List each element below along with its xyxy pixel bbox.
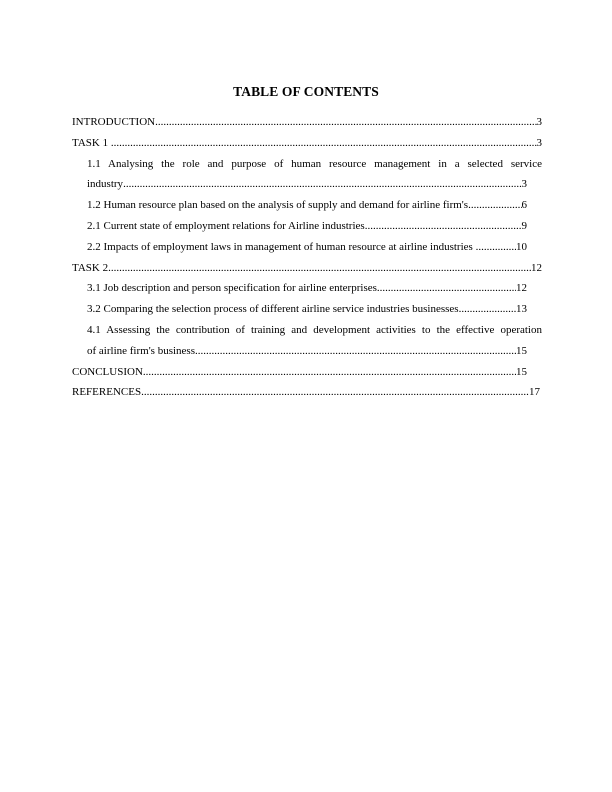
toc-entry-label: 2.1 Current state of employment relations for Airline industries (87, 219, 365, 232)
toc-entry-page: 3 (521, 178, 527, 191)
dot-leader (476, 237, 516, 258)
toc-entry-task-1[interactable] (72, 133, 542, 154)
toc-entry-line2 (87, 174, 527, 195)
toc-entry-page: 9 (521, 219, 527, 232)
table-of-contents (72, 112, 542, 403)
toc-entry-page: 13 (516, 303, 527, 316)
toc-entry-label: INTRODUCTION (72, 116, 156, 128)
dot-leader (377, 278, 516, 299)
toc-entry-page: 15 (516, 344, 527, 357)
dot-leader (195, 341, 516, 362)
toc-entry-label-line2: of airline firm's business (87, 344, 195, 357)
toc-entry-1-1[interactable] (72, 154, 542, 196)
toc-entry-label: TASK 2 (72, 261, 109, 274)
toc-entry-references[interactable] (72, 382, 540, 403)
toc-entry-page: 15 (516, 365, 527, 378)
dot-leader (468, 195, 521, 216)
toc-entry-label-line1: 4.1 Assessing the contribution of training and development activities to the effective operation (87, 323, 542, 336)
toc-entry-label: 3.1 Job description and person specification for airline enterprises (87, 282, 377, 295)
dot-leader (459, 299, 516, 320)
toc-entry-2-1[interactable] (87, 216, 527, 237)
dot-leader (108, 258, 531, 279)
toc-entry-page: 6 (521, 199, 527, 212)
toc-entry-label: CONCLUSION (72, 365, 143, 378)
toc-entry-conclusion[interactable] (72, 362, 527, 383)
toc-entry-3-2[interactable] (87, 299, 527, 320)
dot-leader (141, 382, 529, 403)
toc-entry-task-2[interactable] (72, 258, 542, 279)
toc-entry-4-1[interactable] (72, 320, 542, 362)
dot-leader (123, 174, 521, 195)
toc-entry-label: 2.2 Impacts of employment laws in management of human resource at airline industries (87, 240, 476, 253)
dot-leader (143, 362, 516, 383)
toc-entry-line2 (87, 341, 527, 362)
toc-entry-label-line1: 1.1 Analysing the role and purpose of human resource management in a selected service (87, 157, 542, 170)
toc-entry-2-2[interactable] (87, 237, 527, 258)
dot-leader (365, 216, 522, 237)
toc-entry-label: REFERENCES (72, 386, 142, 399)
toc-entry-page: 12 (516, 282, 527, 295)
dot-leader (111, 133, 537, 154)
toc-entry-page: 17 (529, 386, 540, 399)
dot-leader (155, 112, 536, 133)
toc-entry-label: TASK 1 (72, 136, 111, 149)
toc-entry-3-1[interactable] (87, 278, 527, 299)
toc-entry-page: 10 (516, 240, 527, 253)
toc-entry-introduction[interactable] (72, 112, 542, 133)
toc-entry-label: 3.2 Comparing the selection process of different airline service industries businesses (87, 303, 459, 316)
toc-entry-label-line2: industry (87, 178, 124, 191)
toc-entry-page: 12 (531, 261, 542, 274)
toc-entry-page: 3 (536, 116, 542, 128)
toc-entry-1-2[interactable] (87, 195, 527, 216)
toc-entry-page: 3 (536, 136, 542, 149)
toc-entry-label: 1.2 Human resource plan based on the analysis of supply and demand for airline firm's (87, 199, 469, 212)
toc-title: TABLE OF CONTENTS (233, 84, 379, 99)
